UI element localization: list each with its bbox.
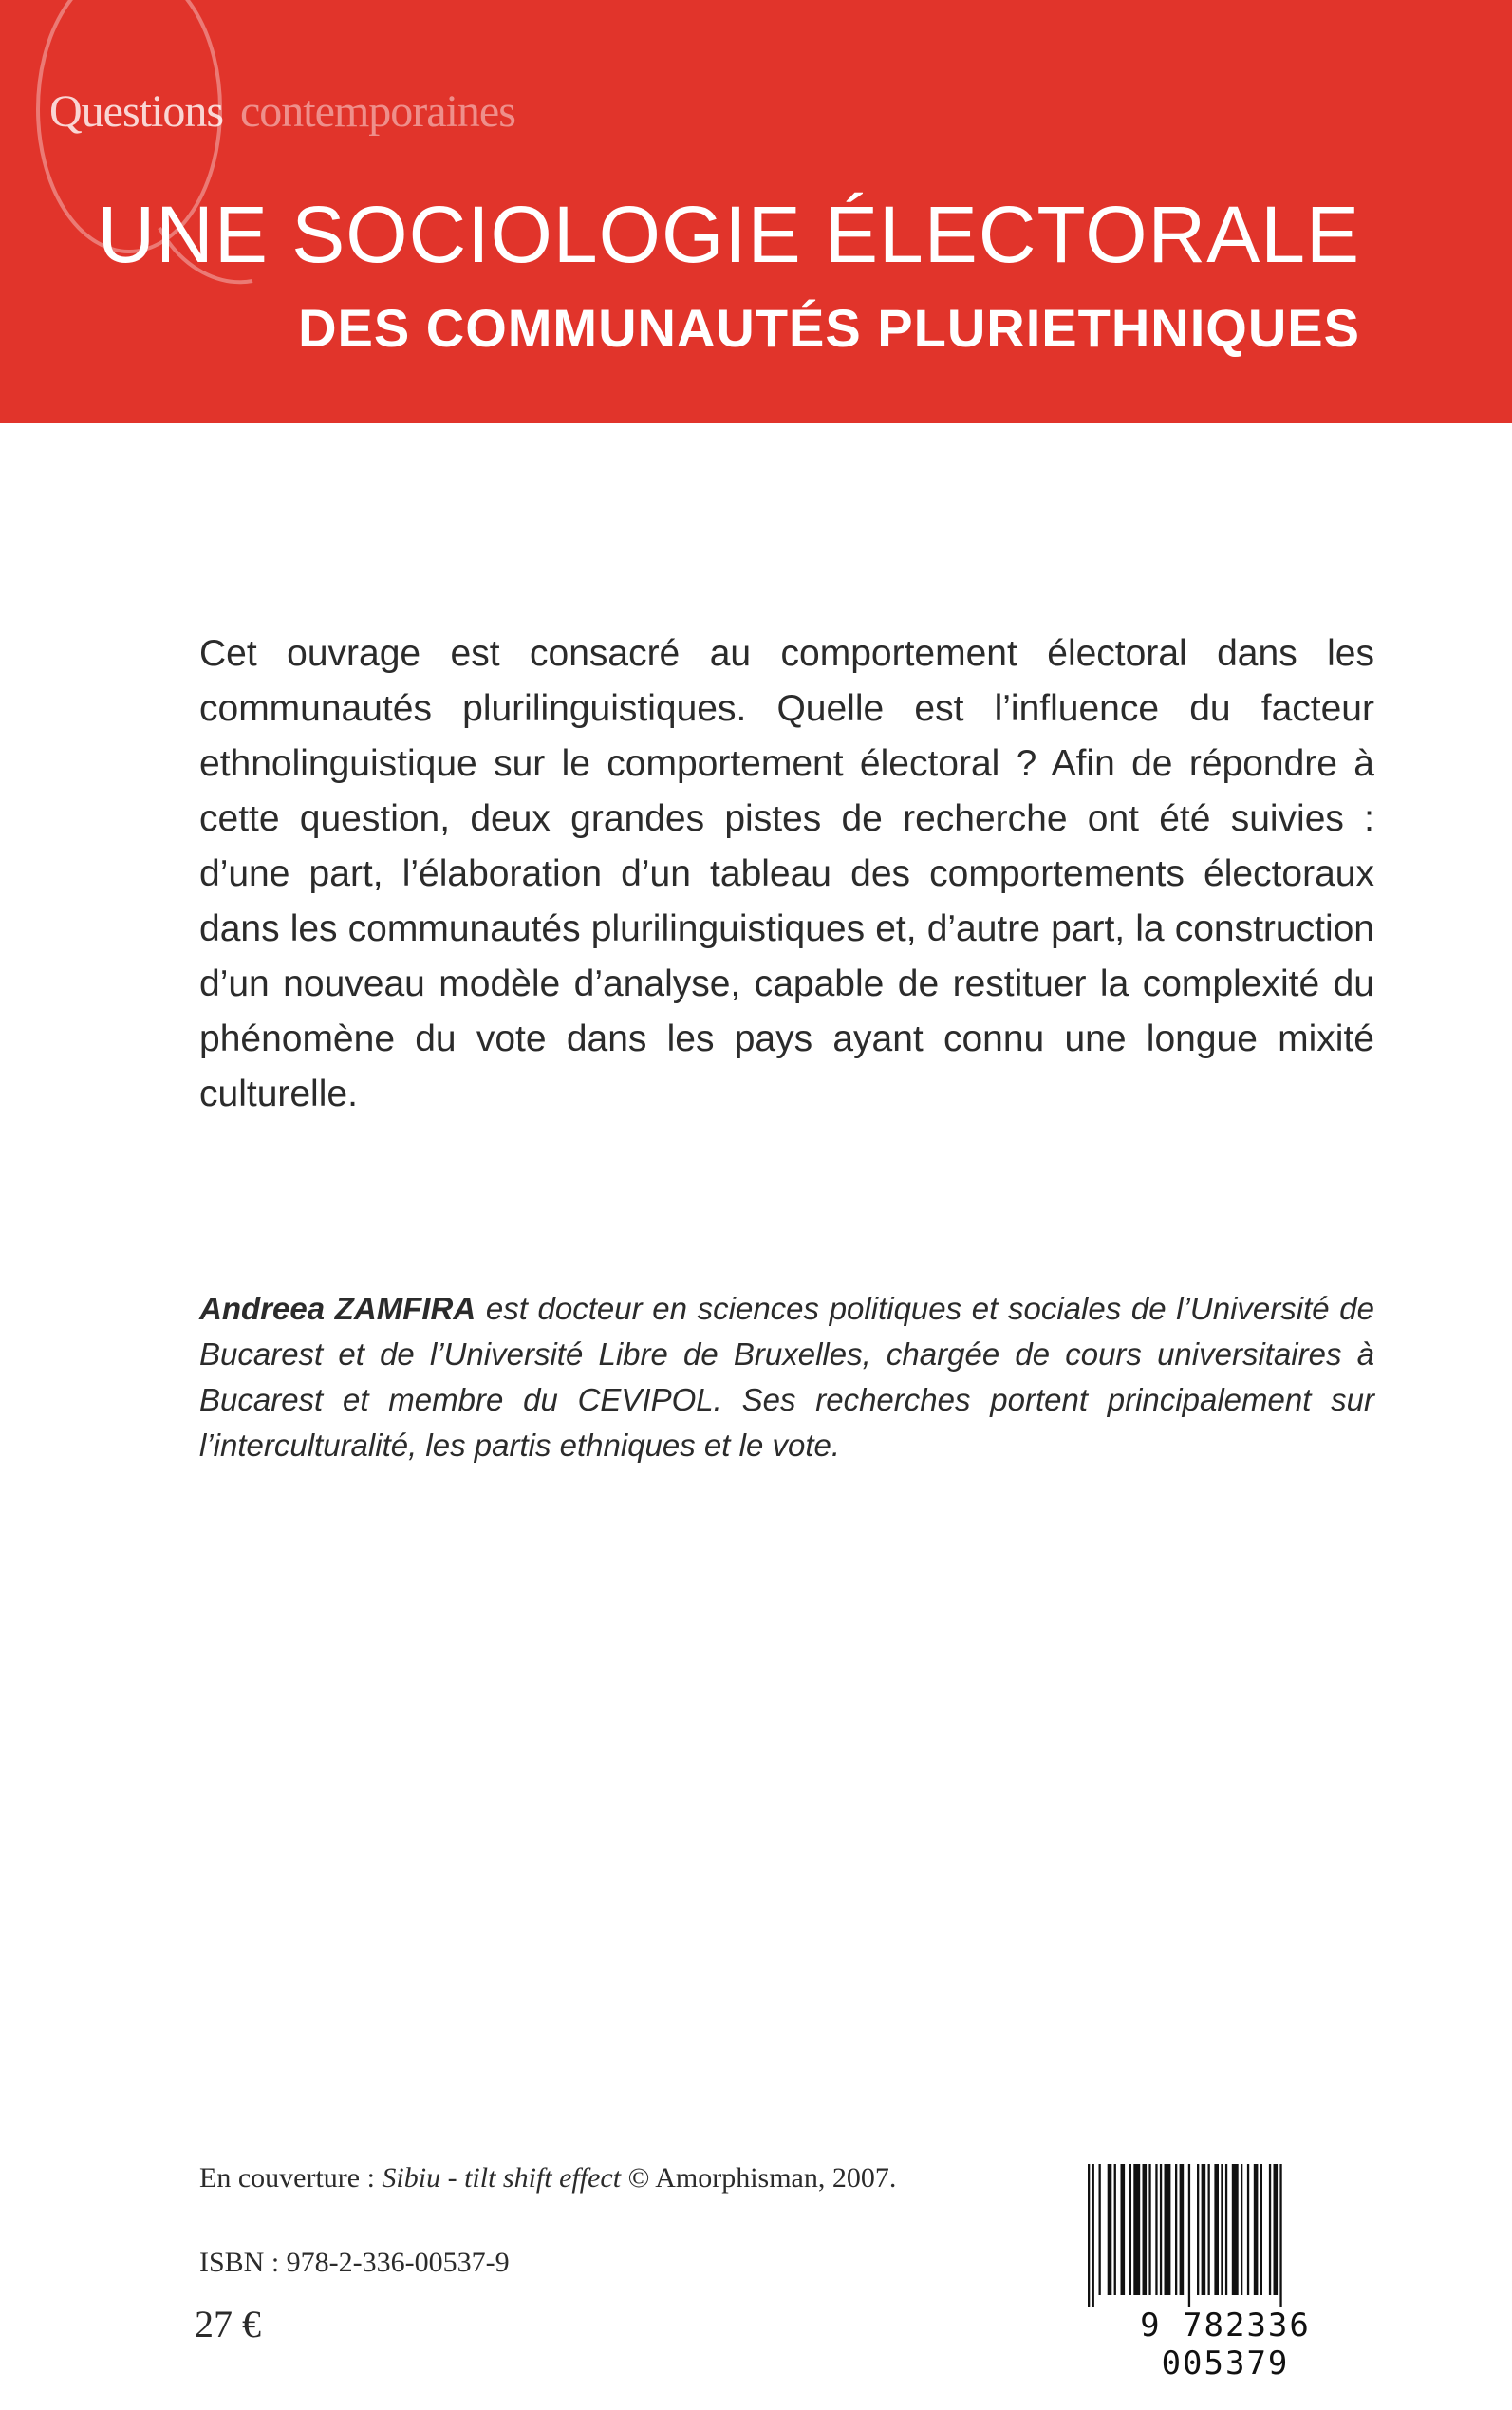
barcode-bar — [1133, 2164, 1140, 2295]
isbn-number: ISBN : 978-2-336-00537-9 — [199, 2247, 510, 2278]
barcode-bar — [1121, 2164, 1126, 2295]
barcode-bar — [1232, 2164, 1239, 2295]
cover-banner — [0, 0, 1512, 423]
barcode-bar — [1241, 2164, 1242, 2295]
barcode-bar — [1108, 2164, 1112, 2295]
barcode-bar — [1114, 2164, 1116, 2295]
barcode-bar — [1221, 2164, 1223, 2295]
credit-prefix: En couverture : — [199, 2162, 383, 2194]
barcode-bar — [1197, 2164, 1199, 2295]
barcode-bar — [1279, 2164, 1281, 2307]
barcode-bar — [1202, 2164, 1206, 2295]
barcode-bar — [1208, 2164, 1210, 2295]
series-name — [49, 85, 515, 138]
barcode-bar — [1254, 2164, 1259, 2295]
author-bio-text: est docteur en sciences politiques et sociales de l’Université de Bucarest et de l’Université Libre de Bruxelles, chargée de cours universitaires à Bucarest et membre du CEVIPOL. Ses recherches portent principalement sur l’interculturalité, les partis ethniques et le vote. — [199, 1291, 1374, 1463]
barcode-bar — [1088, 2164, 1090, 2307]
series-word-questions: Questions — [49, 86, 223, 137]
barcode-bar — [1260, 2164, 1262, 2295]
cover-credit — [199, 2162, 896, 2195]
barcode-bar — [1099, 2164, 1101, 2295]
barcode-bar — [1269, 2164, 1271, 2295]
barcode-bar — [1247, 2164, 1249, 2295]
barcode-bar — [1180, 2164, 1185, 2295]
author-name: Andreea ZAMFIRA — [199, 1291, 476, 1326]
barcode-bar — [1188, 2164, 1190, 2307]
series-word-contemporaines: contemporaines — [240, 86, 515, 137]
barcode-bar — [1214, 2164, 1219, 2295]
price-label: 27 € — [195, 2303, 261, 2345]
barcode-digits: 9 782336 005379 — [1140, 2307, 1311, 2382]
barcode-bar — [1165, 2164, 1171, 2295]
barcode — [1078, 2155, 1372, 2382]
barcode-bar — [1274, 2164, 1279, 2295]
credit-suffix: © Amorphisman, 2007. — [621, 2162, 897, 2194]
barcode-bar — [1092, 2164, 1094, 2307]
barcode-bar — [1160, 2164, 1162, 2295]
barcode-bar — [1225, 2164, 1227, 2295]
book-summary: Cet ouvrage est consacré au comportement électoral dans les communautés plurilinguistiques. Quelle est l’influence du facteur ethnolinguistique sur le comportement électoral ? Afin de répondre à cette question, deux grandes pistes de recherche ont été suivies : d’une part, l’élaboration d’un tableau des comportements électoraux dans les communautés plurilinguistiques et, d’autre part, la construction d’un nouveau modèle d’analyse, capable de restituer la complexité du phénomène du vote dans les pays ayant connu une longue mixité culturelle. — [199, 633, 1374, 1114]
barcode-bar — [1148, 2164, 1150, 2295]
author-bio — [199, 1286, 1374, 1468]
barcode-bar — [1175, 2164, 1177, 2295]
barcode-bar — [1143, 2164, 1148, 2295]
credit-title: Sibiu - tilt shift effect — [382, 2162, 622, 2194]
book-subtitle: DES COMMUNAUTÉS PLURIETHNIQUES — [298, 298, 1360, 358]
barcode-bars-icon — [1086, 2164, 1365, 2307]
barcode-bar — [1129, 2164, 1131, 2295]
book-title: UNE SOCIOLOGIE ÉLECTORALE — [97, 190, 1360, 279]
barcode-bar — [1155, 2164, 1157, 2295]
